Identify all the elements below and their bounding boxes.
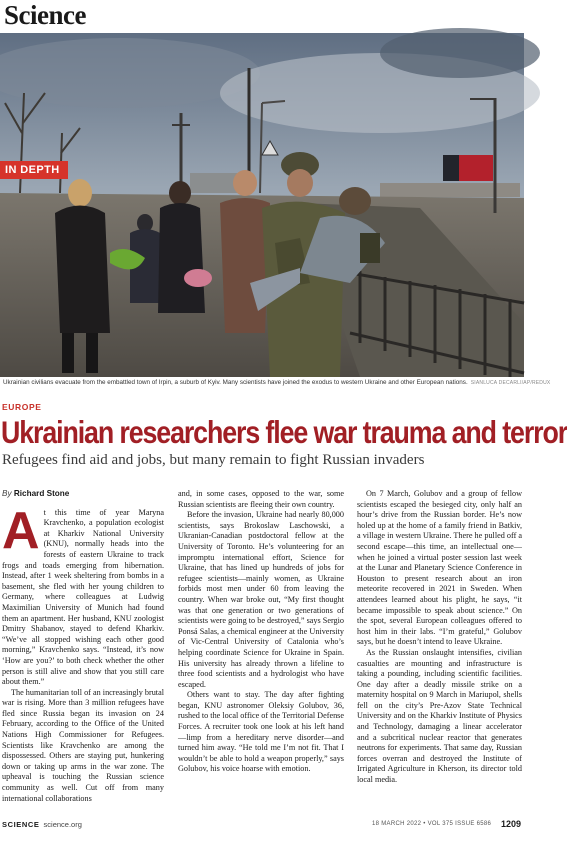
masthead: Science xyxy=(4,0,86,30)
paragraph: and, in some cases, opposed to the war, some Russian scientists are fleeing their own country. xyxy=(178,489,344,509)
byline-prefix: By xyxy=(2,489,12,498)
lead-photo xyxy=(0,33,524,377)
paragraph: On 7 March, Golubov and a group of fellow scientists escaped the besieged city, only half an hour’s drive from the Russian border. He’s now holed up at the home of a family friend in Batkiv, a village in western Ukraine. There he pulled off a second escape—this time, an intellectual one—when he joined a virtual poster session last week at the Lunar and Planetary Science Conference in Houston to present research about an iron meteorite recovered in 2021 in Sweden. When attendees learned about his plight, he says, “it became impossible to speak about science.” On the spot, several European colleagues offered to host him in their labs. “I’m grateful,” Golubov says, but he doesn’t intend to leave Ukraine. xyxy=(357,489,522,647)
footer-magazine: SCIENCE xyxy=(2,820,40,829)
paragraph xyxy=(2,501,164,688)
paragraph: Others want to stay. The day after fighting began, KNU astronomer Oleksiy Golubov, 36, rushed to the local office of the Territorial Defense Forces. A recruiter took one look at his left hand—limp from a hereditary nerve disorder—and turned him away. “He told me I’m not fit. That I wouldn’t be able to hold a weapon properly,” says Golubov, his voice hoarse with emotion. xyxy=(178,690,344,774)
dropcap: A xyxy=(2,501,40,560)
deck: Refugees find aid and jobs, but many remain to fight Russian invaders xyxy=(2,452,425,468)
evacuation-photo-illustration xyxy=(0,33,524,377)
caption-text: Ukrainian civilians evacuate from the embattled town of Irpin, a suburb of Kyiv. Many scientists have joined the exodus to western Ukraine and other European nations. xyxy=(3,379,468,386)
footer-site: science.org xyxy=(43,820,82,829)
page-number: 1209 xyxy=(500,819,521,829)
page-footer xyxy=(0,818,524,832)
headline: Ukrainian researchers flee war trauma and terror xyxy=(1,414,567,450)
column-3 xyxy=(357,489,522,786)
photo-caption xyxy=(3,379,551,386)
column-2 xyxy=(178,489,344,775)
section-label: EUROPE xyxy=(2,402,42,412)
footer-issue: 18 MARCH 2022 • VOL 375 ISSUE 6586 xyxy=(372,821,492,827)
column-1 xyxy=(2,489,164,804)
paragraph: The humanitarian toll of an increasingly brutal war is rising. More than 3 million refugees have fled since Russia began its invasion on 24 February, according to the Office of the United Nations High Commissioner for Refugees. Scientists like Kravchenko are among the dispossessed. Others are staying put, hunkering down or taking up arms in the war zone. The upheaval is touching the Russian science community as well. Cut off from many international collaborations xyxy=(2,687,164,803)
paragraph-text: t this time of year Maryna Kravchenko, a population ecologist at Kharkiv National University (KNU), normally heads into the forests of eastern Ukraine to track frogs and toads emerging from hibernation. Instead, after 1 week sheltering from bombs in a basement, she fled with her young children to Germany, where colleagues at Ludwig Maximilian University of Munich had found them an apartment. Her husband, KNU zoologist Dmitry Shabanov, stayed to defend Kharkiv. “We’ve all stopped wishing each other good morning,” Kravchenko says. “Instead, it’s now ‘How are you?’ to both check whether the other person is still alive and show that you still care about them.” xyxy=(2,507,164,687)
footer-left xyxy=(2,820,82,829)
paragraph: Before the invasion, Ukraine had nearly 80,000 scientists, says Brokoslaw Laschowski, a Ukranian-Canadian postdoctoral fellow at the University of Toronto. He’s volunteering for an impromptu international effort, Science for Ukraine, that has lined up hundreds of jobs for refugee scientists—mainly women, as Ukraine forbids most men under 60 from leaving the country. When war broke out, “My first thought was that one generation or two generations of scientists were going to be destroyed,” says Sergio Ponsá Salas, a chemical engineer at the University of Vic-Central University of Catalonia who’s helping coordinate Science for Ukraine in Spain. His university has already thrown a lifeline to three food scientists and a hydrologist who have escaped. xyxy=(178,510,344,689)
byline xyxy=(2,489,164,500)
photo-credit: SIANLUCA DECARLI/AP/REDUX xyxy=(470,380,551,386)
paragraph: As the Russian onslaught intensifies, civilian casualties are mounting and infrastructure is taking a pounding, including scientific facilities. One day after a deadly missile strike on a maternity hospital on 9 March in Mariupol, shells fell on the city’s Pre-Azov State Technical University and on the Kharkiv Institute of Physics and Technology, damaging a linear accelerator and a subcritical nuclear reactor that generates neutrons for experiments. That same day, Russian forces overran and destroyed the Institute of Irrigated Agriculture in Kherson, its director told local media. xyxy=(357,647,522,785)
in-depth-tag: IN DEPTH xyxy=(0,161,68,179)
author-name: Richard Stone xyxy=(13,489,70,498)
